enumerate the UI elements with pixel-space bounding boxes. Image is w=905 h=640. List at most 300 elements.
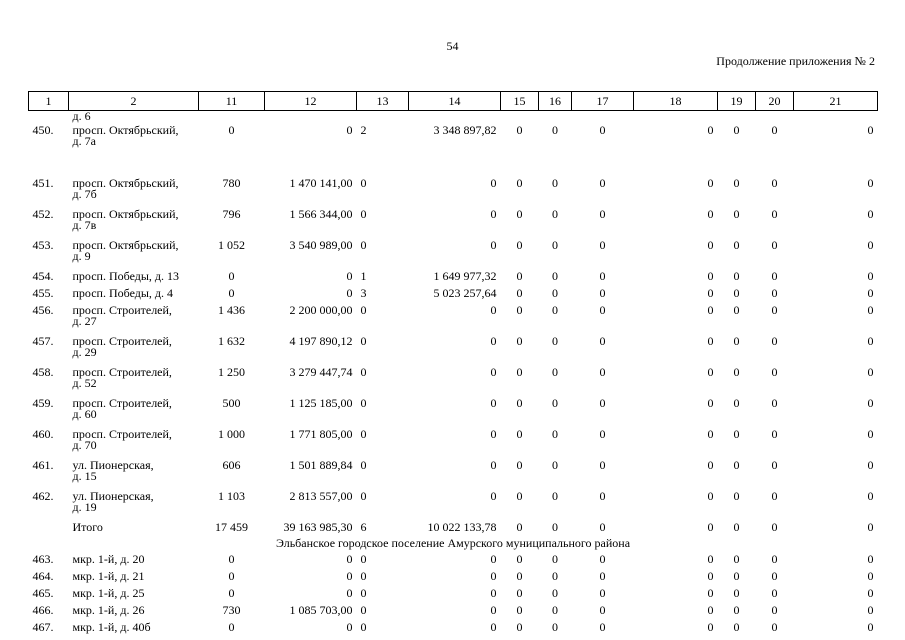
- value-cell-13: 0: [360, 458, 367, 472]
- value-cell-18: 0: [707, 286, 714, 300]
- value-cell-11: 1 103: [218, 489, 245, 503]
- value-cell-21: 0: [867, 586, 874, 600]
- value-cell-17: 0: [599, 207, 606, 221]
- value-cell-11: 0: [228, 269, 235, 283]
- value-cell-18: 0: [707, 520, 714, 534]
- value-cell-20: 0: [771, 427, 778, 441]
- value-cell-13: 0: [360, 303, 367, 317]
- value-cell-16: 0: [552, 334, 558, 348]
- value-cell-13: 0: [360, 552, 367, 566]
- address-line: д. 7б: [72, 187, 97, 201]
- value-cell-16: 0: [552, 620, 558, 634]
- value-cell-21: 0: [867, 238, 874, 252]
- value-cell-21: 0: [867, 427, 874, 441]
- value-cell-14: 0: [490, 334, 497, 348]
- value-cell-20: 0: [771, 269, 778, 283]
- value-cell-18: 0: [707, 458, 714, 472]
- value-cell-12: 0: [346, 123, 353, 137]
- value-cell-17: 0: [599, 176, 606, 190]
- column-header: 20: [756, 92, 794, 111]
- address-line: просп. Победы, д. 4: [72, 286, 174, 300]
- address-cell: [69, 333, 199, 364]
- value-cell-14: 0: [490, 427, 497, 441]
- value-cell-18: 0: [707, 489, 714, 503]
- table-row: [29, 122, 878, 175]
- value-cell-20: 0: [771, 458, 778, 472]
- address-cell: [69, 426, 199, 457]
- table-row: [29, 333, 878, 364]
- value-cell-14: 10 022 133,78: [427, 520, 497, 534]
- value-cell-13: 0: [360, 365, 367, 379]
- value-cell-15: 0: [516, 303, 523, 317]
- row-number-cell: 461.: [32, 458, 54, 472]
- value-cell-15: 0: [516, 269, 523, 283]
- address-line: просп. Октябрьский,: [72, 123, 179, 137]
- value-cell-12: 4 197 890,12: [289, 334, 353, 348]
- value-cell-11: 0: [228, 552, 235, 566]
- value-cell-18: 0: [707, 586, 714, 600]
- value-cell-18: 0: [707, 427, 714, 441]
- value-cell-17: 0: [599, 586, 606, 600]
- value-cell-16: 0: [552, 238, 558, 252]
- value-cell-17: 0: [599, 427, 606, 441]
- value-cell-20: 0: [771, 365, 778, 379]
- address-cell: д. 6: [72, 109, 91, 123]
- value-cell-18: 0: [707, 207, 714, 221]
- value-cell-20: 0: [771, 489, 778, 503]
- row-number-cell: 455.: [32, 286, 54, 300]
- address-cell: [69, 585, 199, 602]
- row-number-cell: 458.: [32, 365, 54, 379]
- address-line: просп. Строителей,: [72, 303, 172, 317]
- value-cell-11: 1 052: [218, 238, 245, 252]
- value-cell-15: 0: [516, 520, 523, 534]
- value-cell-11: 500: [222, 396, 241, 410]
- value-cell-21: 0: [867, 489, 874, 503]
- column-header: 17: [572, 92, 634, 111]
- address-line: ул. Пионерская,: [72, 489, 154, 503]
- address-line: д. 29: [72, 345, 97, 359]
- value-cell-19: 0: [733, 207, 740, 221]
- value-cell-19: 0: [733, 176, 740, 190]
- table-row: [29, 206, 878, 237]
- table-row: [29, 488, 878, 519]
- continuation-note: Продолжение приложения № 2: [716, 54, 875, 68]
- table-row: [29, 426, 878, 457]
- value-cell-14: 0: [490, 303, 497, 317]
- value-cell-20: 0: [771, 569, 778, 583]
- value-cell-14: 0: [490, 620, 497, 634]
- table-body: [29, 111, 878, 637]
- value-cell-13: 0: [360, 569, 367, 583]
- value-cell-21: 0: [867, 176, 874, 190]
- value-cell-15: 0: [516, 569, 523, 583]
- value-cell-16: 0: [552, 427, 558, 441]
- value-cell-19: 0: [733, 365, 740, 379]
- total-row: [29, 519, 878, 536]
- address-cell: [69, 619, 199, 636]
- address-cell: [69, 268, 199, 285]
- value-cell-21: 0: [867, 603, 874, 617]
- value-cell-13: 0: [360, 603, 367, 617]
- value-cell-14: 3 348 897,82: [433, 123, 497, 137]
- value-cell-15: 0: [516, 396, 523, 410]
- address-cell: [69, 302, 199, 333]
- address-line: д. 27: [72, 314, 97, 328]
- address-cell: [69, 602, 199, 619]
- value-cell-15: 0: [516, 207, 523, 221]
- table-row: [29, 285, 878, 302]
- address-cell: [69, 206, 199, 237]
- value-cell-18: 0: [707, 176, 714, 190]
- value-cell-20: 0: [771, 286, 778, 300]
- value-cell-19: 0: [733, 620, 740, 634]
- value-cell-19: 0: [733, 520, 740, 534]
- value-cell-19: 0: [733, 489, 740, 503]
- value-cell-18: 0: [707, 303, 714, 317]
- value-cell-21: 0: [867, 303, 874, 317]
- value-cell-17: 0: [599, 520, 606, 534]
- table-row: [29, 364, 878, 395]
- address-cell: [69, 285, 199, 302]
- value-cell-14: 0: [490, 176, 497, 190]
- value-cell-11: 0: [228, 586, 235, 600]
- value-cell-16: 0: [552, 520, 558, 534]
- address-line: просп. Строителей,: [72, 334, 172, 348]
- value-cell-11: 0: [228, 286, 235, 300]
- value-cell-12: 3 279 447,74: [289, 365, 353, 379]
- value-cell-15: 0: [516, 123, 523, 137]
- table-row: [29, 237, 878, 268]
- value-cell-18: 0: [707, 238, 714, 252]
- value-cell-11: 1 632: [218, 334, 245, 348]
- value-cell-17: 0: [599, 489, 606, 503]
- value-cell-21: 0: [867, 123, 874, 137]
- value-cell-21: 0: [867, 396, 874, 410]
- value-cell-18: 0: [707, 603, 714, 617]
- value-cell-14: 0: [490, 207, 497, 221]
- value-cell-16: 0: [552, 586, 558, 600]
- value-cell-12: 0: [346, 620, 353, 634]
- value-cell-12: 2 813 557,00: [289, 489, 353, 503]
- value-cell-13: 0: [360, 334, 367, 348]
- address-line: мкр. 1-й, д. 26: [72, 603, 145, 617]
- value-cell-16: 0: [552, 176, 558, 190]
- section-row: [29, 536, 878, 551]
- value-cell-14: 0: [490, 552, 497, 566]
- column-header: 14: [409, 92, 501, 111]
- value-cell-14: 5 023 257,64: [433, 286, 497, 300]
- value-cell-20: 0: [771, 334, 778, 348]
- value-cell-15: 0: [516, 620, 523, 634]
- value-cell-20: 0: [771, 303, 778, 317]
- value-cell-15: 0: [516, 238, 523, 252]
- value-cell-12: 1 771 805,00: [289, 427, 353, 441]
- column-header: 1: [29, 92, 69, 111]
- value-cell-12: 0: [346, 586, 353, 600]
- value-cell-20: 0: [771, 586, 778, 600]
- column-header: 12: [265, 92, 357, 111]
- row-number-cell: 457.: [32, 334, 54, 348]
- value-cell-18: 0: [707, 365, 714, 379]
- table-row: [29, 302, 878, 333]
- value-cell-19: 0: [733, 334, 740, 348]
- value-cell-14: 1 649 977,32: [433, 269, 497, 283]
- row-number-cell: 462.: [32, 489, 54, 503]
- column-header: 16: [539, 92, 572, 111]
- value-cell-16: 0: [552, 303, 558, 317]
- value-cell-15: 0: [516, 286, 523, 300]
- value-cell-19: 0: [733, 238, 740, 252]
- value-cell-19: 0: [733, 269, 740, 283]
- value-cell-18: 0: [707, 123, 714, 137]
- value-cell-17: 0: [599, 334, 606, 348]
- value-cell-16: 0: [552, 458, 558, 472]
- value-cell-21: 0: [867, 269, 874, 283]
- row-number-cell: 459.: [32, 396, 54, 410]
- value-cell-12: 0: [346, 552, 353, 566]
- address-line: просп. Строителей,: [72, 427, 172, 441]
- address-line: д. 52: [72, 376, 97, 390]
- value-cell-17: 0: [599, 303, 606, 317]
- value-cell-11: 730: [222, 603, 241, 617]
- table-row: [29, 568, 878, 585]
- address-line: просп. Октябрьский,: [72, 176, 179, 190]
- value-cell-18: 0: [707, 569, 714, 583]
- value-cell-11: 0: [228, 620, 235, 634]
- value-cell-13: 3: [360, 286, 367, 300]
- value-cell-17: 0: [599, 603, 606, 617]
- column-header: 13: [357, 92, 409, 111]
- value-cell-16: 0: [552, 269, 558, 283]
- value-cell-14: 0: [490, 603, 497, 617]
- value-cell-20: 0: [771, 620, 778, 634]
- value-cell-21: 0: [867, 552, 874, 566]
- row-number-cell: 453.: [32, 238, 54, 252]
- value-cell-17: 0: [599, 569, 606, 583]
- row-number-cell: 467.: [32, 620, 54, 634]
- row-number-cell: 464.: [32, 569, 54, 583]
- row-number-cell: 466.: [32, 603, 54, 617]
- address-cell: [69, 237, 199, 268]
- continued-row: [29, 111, 878, 123]
- value-cell-16: 0: [552, 569, 558, 583]
- value-cell-20: 0: [771, 396, 778, 410]
- value-cell-16: 0: [552, 396, 558, 410]
- value-cell-20: 0: [771, 123, 778, 137]
- value-cell-12: 39 163 985,30: [283, 520, 353, 534]
- value-cell-19: 0: [733, 396, 740, 410]
- value-cell-20: 0: [771, 552, 778, 566]
- value-cell-21: 0: [867, 365, 874, 379]
- value-cell-11: 1 000: [218, 427, 245, 441]
- value-cell-17: 0: [599, 238, 606, 252]
- value-cell-15: 0: [516, 176, 523, 190]
- row-number-cell: 465.: [32, 586, 54, 600]
- address-line: д. 60: [72, 407, 97, 421]
- value-cell-12: 3 540 989,00: [289, 238, 353, 252]
- header-row: [29, 92, 878, 111]
- address-cell: [69, 122, 199, 175]
- value-cell-11: 0: [228, 569, 235, 583]
- value-cell-20: 0: [771, 520, 778, 534]
- address-cell: [69, 457, 199, 488]
- address-cell: [69, 395, 199, 426]
- value-cell-19: 0: [733, 603, 740, 617]
- value-cell-18: 0: [707, 334, 714, 348]
- value-cell-21: 0: [867, 620, 874, 634]
- value-cell-11: 796: [222, 207, 241, 221]
- value-cell-11: 0: [228, 123, 235, 137]
- value-cell-15: 0: [516, 365, 523, 379]
- value-cell-13: 2: [360, 123, 367, 137]
- value-cell-17: 0: [599, 552, 606, 566]
- value-cell-13: 6: [360, 520, 367, 534]
- column-header: 21: [794, 92, 878, 111]
- column-header: 11: [199, 92, 265, 111]
- value-cell-20: 0: [771, 176, 778, 190]
- value-cell-16: 0: [552, 365, 558, 379]
- value-cell-17: 0: [599, 458, 606, 472]
- table-row: [29, 619, 878, 636]
- value-cell-19: 0: [733, 286, 740, 300]
- value-cell-15: 0: [516, 586, 523, 600]
- value-cell-21: 0: [867, 520, 874, 534]
- value-cell-13: 0: [360, 489, 367, 503]
- value-cell-21: 0: [867, 458, 874, 472]
- section-title: Эльбанское городское поселение Амурского муниципального района: [275, 536, 631, 550]
- value-cell-18: 0: [707, 552, 714, 566]
- address-line: просп. Строителей,: [72, 365, 172, 379]
- value-cell-15: 0: [516, 458, 523, 472]
- value-cell-19: 0: [733, 303, 740, 317]
- row-number-cell: 452.: [32, 207, 54, 221]
- table-row: [29, 268, 878, 285]
- value-cell-21: 0: [867, 286, 874, 300]
- value-cell-11: 17 459: [215, 520, 248, 534]
- value-cell-17: 0: [599, 123, 606, 137]
- address-cell: [69, 175, 199, 206]
- column-header: 18: [634, 92, 718, 111]
- value-cell-16: 0: [552, 552, 558, 566]
- address-line: д. 19: [72, 500, 97, 514]
- value-cell-15: 0: [516, 489, 523, 503]
- row-number-cell: [29, 519, 69, 536]
- value-cell-13: 0: [360, 176, 367, 190]
- table-row: [29, 585, 878, 602]
- value-cell-16: 0: [552, 603, 558, 617]
- table-row: [29, 175, 878, 206]
- value-cell-13: 0: [360, 620, 367, 634]
- table-row: [29, 551, 878, 568]
- value-cell-14: 0: [490, 238, 497, 252]
- value-cell-19: 0: [733, 569, 740, 583]
- address-line: просп. Октябрьский,: [72, 207, 179, 221]
- value-cell-15: 0: [516, 427, 523, 441]
- value-cell-15: 0: [516, 603, 523, 617]
- value-cell-11: 780: [222, 176, 241, 190]
- row-number-cell: 463.: [32, 552, 54, 566]
- value-cell-19: 0: [733, 427, 740, 441]
- value-cell-17: 0: [599, 396, 606, 410]
- row-number-cell: 456.: [32, 303, 54, 317]
- address-line: просп. Октябрьский,: [72, 238, 179, 252]
- value-cell-13: 1: [360, 269, 367, 283]
- value-cell-16: 0: [552, 207, 558, 221]
- value-cell-12: 1 501 889,84: [289, 458, 353, 472]
- value-cell-21: 0: [867, 207, 874, 221]
- value-cell-12: 0: [346, 286, 353, 300]
- value-cell-14: 0: [490, 458, 497, 472]
- value-cell-21: 0: [867, 569, 874, 583]
- value-cell-12: 0: [346, 569, 353, 583]
- address-cell: [69, 568, 199, 585]
- value-cell-12: 2 200 000,00: [289, 303, 353, 317]
- value-cell-20: 0: [771, 238, 778, 252]
- table-row: [29, 395, 878, 426]
- value-cell-19: 0: [733, 552, 740, 566]
- address-line: мкр. 1-й, д. 40б: [72, 620, 151, 634]
- value-cell-11: 1 250: [218, 365, 245, 379]
- value-cell-12: 1 470 141,00: [289, 176, 353, 190]
- value-cell-11: 606: [222, 458, 241, 472]
- row-number-cell: 450.: [32, 123, 54, 137]
- value-cell-13: 0: [360, 427, 367, 441]
- address-line: д. 7а: [72, 134, 96, 148]
- page-number: 54: [446, 39, 459, 53]
- address-cell: [69, 364, 199, 395]
- column-header: 19: [718, 92, 756, 111]
- column-header: 2: [69, 92, 199, 111]
- address-line: мкр. 1-й, д. 20: [72, 552, 145, 566]
- value-cell-18: 0: [707, 620, 714, 634]
- value-cell-17: 0: [599, 620, 606, 634]
- address-line: мкр. 1-й, д. 25: [72, 586, 145, 600]
- value-cell-19: 0: [733, 586, 740, 600]
- row-number-cell: 451.: [32, 176, 54, 190]
- value-cell-13: 0: [360, 207, 367, 221]
- column-header: 15: [501, 92, 539, 111]
- value-cell-12: 1 566 344,00: [289, 207, 353, 221]
- value-cell-12: 1 085 703,00: [289, 603, 353, 617]
- value-cell-13: 0: [360, 238, 367, 252]
- value-cell-15: 0: [516, 552, 523, 566]
- value-cell-17: 0: [599, 269, 606, 283]
- table-row: [29, 602, 878, 619]
- data-table: [28, 91, 878, 636]
- value-cell-15: 0: [516, 334, 523, 348]
- address-line: ул. Пионерская,: [72, 458, 154, 472]
- value-cell-14: 0: [490, 365, 497, 379]
- address-cell: [69, 551, 199, 568]
- value-cell-20: 0: [771, 207, 778, 221]
- value-cell-19: 0: [733, 458, 740, 472]
- value-cell-16: 0: [552, 286, 558, 300]
- value-cell-14: 0: [490, 586, 497, 600]
- value-cell-19: 0: [733, 123, 740, 137]
- value-cell-14: 0: [490, 569, 497, 583]
- value-cell-14: 0: [490, 396, 497, 410]
- value-cell-18: 0: [707, 396, 714, 410]
- value-cell-13: 0: [360, 396, 367, 410]
- value-cell-20: 0: [771, 603, 778, 617]
- row-number-cell: 454.: [32, 269, 54, 283]
- value-cell-18: 0: [707, 269, 714, 283]
- table-row: [29, 457, 878, 488]
- value-cell-16: 0: [552, 123, 558, 137]
- value-cell-11: 1 436: [218, 303, 245, 317]
- value-cell-21: 0: [867, 334, 874, 348]
